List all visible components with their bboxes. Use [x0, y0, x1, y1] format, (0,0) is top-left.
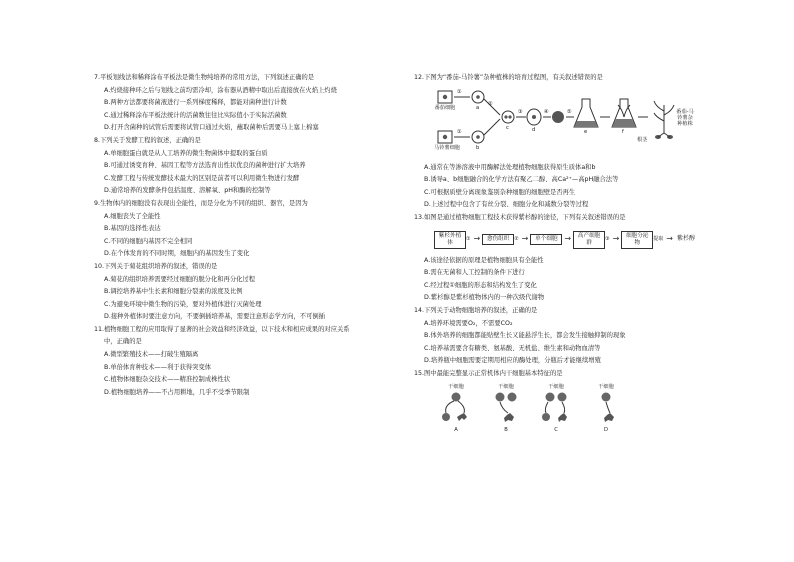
q14-option-a: A.培养环境需要O₂，不需要CO₂ [424, 319, 513, 327]
q11-option-a: A.微型繁殖技术——打破生殖隔离 [104, 351, 199, 359]
flow-step-2: ② [514, 236, 519, 243]
q7-stem: 7.平板划线法和稀释涂布平板法是微生物纯培养的常用方法，下列叙述正确的是 [94, 74, 315, 81]
panel-b-figure [486, 391, 526, 427]
panel-b-title: 干细胞 [498, 383, 514, 390]
flow-box-callus: 愈伤组织 [482, 234, 514, 245]
right-column [414, 72, 714, 434]
q12-stem: 12.下图为“番茄-马铃薯”杂种植株的培育过程图，有关叙述错误的是 [414, 74, 603, 81]
letter-a: a [476, 104, 480, 111]
flow-step-1: ① [466, 236, 471, 243]
q7-option-d: D.打开含菌种的试管后需要将试管口通过火焰，蘸取菌种后需要马上塞上棉塞 [104, 124, 319, 132]
panel-d-figure [586, 391, 626, 427]
letter-c: c [506, 124, 509, 131]
q13-option-d: D.紫杉醇是紫杉植物体内的一种次级代谢物 [424, 294, 545, 302]
step-2: ② [488, 100, 493, 107]
q15-panel-d [586, 384, 626, 434]
step-3: ③ [518, 108, 523, 115]
fused-cell [502, 111, 514, 123]
q12-diagram-svg [434, 87, 694, 159]
q12-option-c: C.可根据质壁分离现象鉴别杂种细胞的细胞壁是否再生 [424, 188, 576, 196]
q15-panel-b [486, 384, 526, 434]
q12-option-d: D.上述过程中包含了有丝分裂、细胞分化和减数分裂等过程 [424, 201, 589, 209]
q15-panel-c [536, 384, 576, 434]
panel-d-letter: D [604, 426, 608, 433]
panel-c-title: 干细胞 [548, 383, 564, 390]
flow-arrow-icon: → [564, 234, 572, 244]
tomato-nucleus [443, 94, 447, 98]
flow-arrow-icon: → [473, 234, 481, 244]
panel-a-figure [436, 391, 476, 427]
q13-flowchart [434, 229, 714, 251]
arrow-step-2-bottom [484, 119, 500, 135]
letter-f: f [622, 128, 624, 135]
flow-box-explant: 紫杉外植体 [434, 231, 466, 249]
q11-option-c: C.植物体细胞杂交技术——精准控制成株性状 [104, 376, 231, 384]
q13-option-c: C.经过程①细胞的形态和结构发生了变化 [424, 281, 537, 289]
callus-mass [552, 111, 564, 123]
q11-stem: 11.植物细胞工程的应用取得了显著的社会效益和经济效益，以下技术和相应成果的对应关系 [94, 325, 350, 333]
flow-box-single-cell: 单个细胞 [530, 234, 562, 245]
q7-option-c: C.通过稀释涂布平板法统计的活菌数往往比实际值小于实际活菌数 [104, 111, 287, 119]
panel-c-letter: C [554, 426, 558, 433]
q13-option-a: A.该途径依据的原理是植物细胞具有全能性 [424, 256, 544, 264]
flow-arrow-icon: → [612, 234, 620, 244]
q12-hybrid-diagram [434, 87, 714, 159]
q8-option-d: D.通常培养的发酵条件包括温度、溶解氧、pH和酶的控制等 [104, 187, 271, 195]
step-1-bottom: ① [457, 128, 462, 135]
label-potato-cell: 马铃薯细胞 [434, 144, 460, 151]
q7-option-b: B.两种方法都要将菌液进行一系列梯度稀释，都能对菌种进行计数 [104, 99, 287, 107]
label-hybrid-plant: 番茄-马铃薯杂种植株 [676, 108, 694, 127]
q10-option-d: D.接种外植体时要注意方向，不要倒插培养基，需要注意形态学方向，不可倒插 [104, 313, 325, 321]
q10-stem: 10.下列关于菊花组织培养的叙述，错误的是 [94, 262, 218, 270]
q15-stem: 15.图中最能完整显示正常机体内干细胞基本特征的是 [414, 369, 563, 377]
flow-arrow-icon: → [521, 234, 529, 244]
q13-stem: 13.如图是通过植物细胞工程技术获得紫杉醇的途径，下列有关叙述错误的是 [414, 213, 626, 221]
flow-box-secretion: 细胞分泌物 [621, 231, 653, 249]
q14-option-c: C.培养基需要含有糖类、氨基酸、无机盐、维生素和动物血清等 [424, 344, 601, 352]
q14-option-d: D.培养瓶中细胞需要定期用相应的酶处理，分瓶后才能继续增殖 [424, 357, 601, 365]
flow-box-high-yield: 高产细胞群 [573, 231, 605, 249]
q11-option-d: D.植物细胞培养——不占用耕地，几乎不受季节限制 [104, 388, 250, 396]
q14-stem: 14.下列关于动物细胞培养的叙述，正确的是 [414, 306, 538, 314]
panel-b-letter: B [504, 426, 508, 433]
step-4: ④ [544, 108, 549, 115]
q9-option-d: D.在个体发育的不同时期，细胞内的基因发生了变化 [104, 250, 250, 258]
potato-nucleus [443, 134, 447, 138]
q8-option-a: A.单细胞蛋白就是从人工培养的微生物菌体中提取的蛋白质 [104, 149, 268, 157]
q15-stem-cell-panels [436, 384, 626, 434]
q8-option-b: B.可通过诱变育种、基因工程等方法选育出性状优良的菌种进行扩大培养 [104, 162, 306, 170]
q12-option-a: A.通常在等渗溶液中用酶解法处理植物细胞获得原生质体a和b [424, 163, 596, 171]
q12-option-b: B.诱导a、b细胞融合的化学方法有聚乙二醇、高Ca²⁺—高pH融合法等 [424, 176, 619, 184]
q8-stem: 8.下列关于发酵工程的叙述，正确的是 [94, 136, 201, 144]
q7-option-a: A.灼烧接种环之后与划线之前均需冷却，涂布器从酒精中取出后直接放在火焰上灼烧 [104, 86, 337, 94]
q9-option-b: B.基因的选择性表达 [104, 225, 161, 233]
q8-option-c: C.发酵工程与传统发酵技术最大的区别是前者可以利用微生物进行发酵 [104, 174, 300, 182]
flow-extract-label: 提取 [653, 236, 664, 243]
letter-d: d [532, 126, 536, 133]
label-tomato-cell: 番茄细胞 [434, 104, 456, 111]
q11-option-b: B.单倍体育种技术——利于获得突变体 [104, 363, 212, 371]
panel-c-figure [536, 391, 576, 427]
step-5: ⑤ [567, 108, 572, 115]
q11-stem-continued: 中，正确的是 [104, 338, 142, 346]
q15-panel-a [436, 384, 476, 434]
q10-option-b: B.调控培养基中生长素和细胞分裂素的浓度及比例 [104, 288, 243, 296]
step-1-top: ① [457, 88, 462, 95]
flow-step-3: ③ [605, 236, 610, 243]
q10-option-a: A.菊花的组织培养需要经过细胞的脱分化和再分化过程 [104, 275, 256, 283]
panel-a-letter: A [454, 426, 458, 433]
label-root-stem: 根茎 [637, 136, 648, 143]
q9-stem: 9.生物体内的细胞没有表现出全能性，而是分化为不同的组织、器官，是因为 [94, 199, 308, 207]
left-column [94, 72, 394, 399]
panel-a-title: 干细胞 [448, 383, 464, 390]
q14-option-b: B.体外培养的细胞都能贴壁生长又能悬浮生长，都会发生接触抑制的现象 [424, 332, 626, 340]
flow-arrow-icon: → [666, 234, 673, 244]
q13-option-b: B.需在无菌和人工控制的条件下进行 [424, 269, 525, 277]
q9-option-c: C.不同的细胞内基因不完全相同 [104, 237, 193, 245]
q9-option-a: A.细胞丧失了全能性 [104, 212, 161, 220]
letter-b: b [476, 144, 480, 151]
panel-d-title: 干细胞 [598, 383, 614, 390]
q10-option-c: C.为避免环境中微生物的污染，要对外植体进行灭菌处理 [104, 300, 262, 308]
flow-end-taxol: 紫杉醇 [676, 235, 695, 243]
letter-e: e [584, 128, 588, 135]
